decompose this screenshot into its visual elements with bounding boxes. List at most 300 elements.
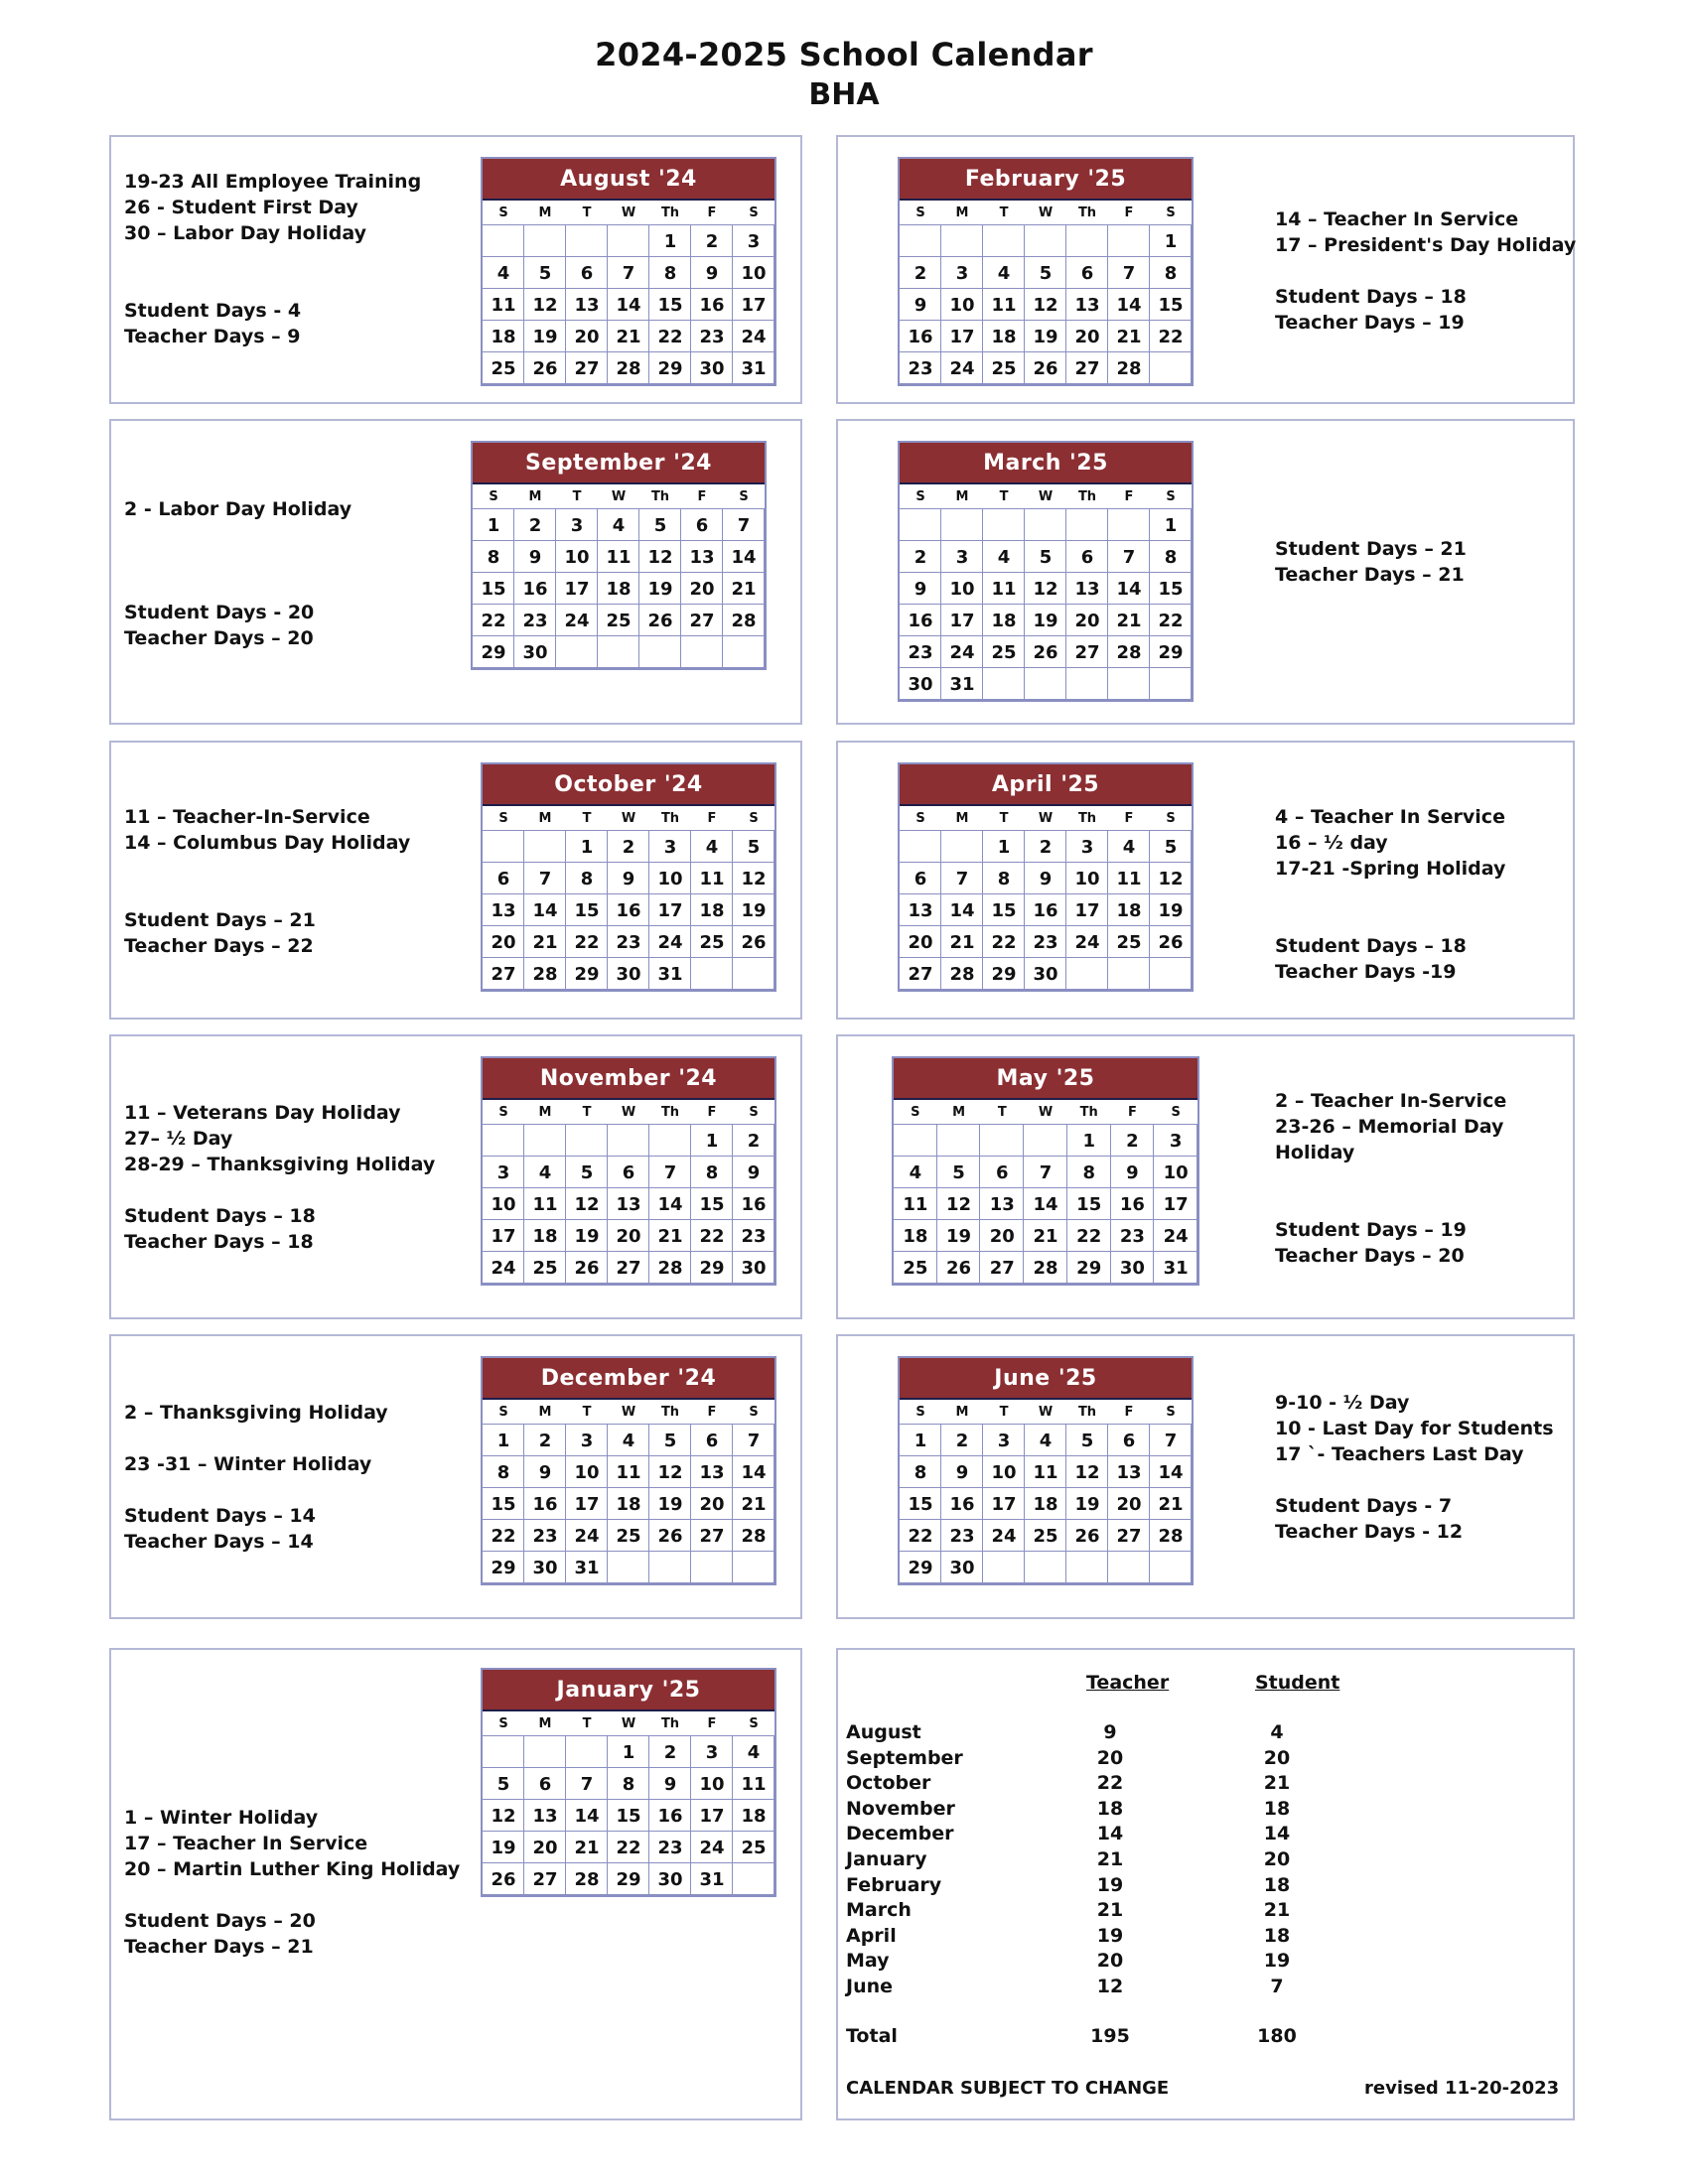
calendar-empty-cell (900, 225, 941, 257)
calendar-day: 6 (681, 509, 723, 541)
weekday-header: W (1025, 484, 1066, 509)
calendar-day: 8 (983, 863, 1025, 894)
calendar-day: 25 (608, 1520, 649, 1552)
calendar-day: 21 (649, 1220, 691, 1252)
calendar-day: 29 (983, 958, 1025, 990)
weekday-header: T (566, 806, 608, 831)
calendar-mar (898, 441, 1194, 702)
calendar-day: 23 (608, 926, 649, 958)
calendar-day: 25 (691, 926, 733, 958)
calendar-empty-cell (1150, 352, 1192, 384)
weekday-header: Th (649, 1100, 691, 1125)
calendar-day: 24 (1066, 926, 1108, 958)
calendar-day: 2 (691, 225, 733, 257)
weekday-header: S (900, 201, 941, 225)
revised-date: revised 11-20-2023 (1364, 2078, 1560, 2099)
calendar-empty-cell (524, 1125, 566, 1157)
weekday-header: M (524, 1711, 566, 1736)
note-line: Teacher Days – 21 (124, 1936, 314, 1958)
calendar-day: 14 (566, 1800, 608, 1832)
calendar-day: 31 (1154, 1252, 1197, 1284)
calendar-day: 14 (649, 1188, 691, 1220)
calendar-day: 6 (566, 257, 608, 289)
calendar-day: 6 (1108, 1425, 1150, 1456)
note-line: 2 - Labor Day Holiday (124, 498, 352, 520)
calendar-day: 19 (1066, 1488, 1108, 1520)
calendar-day: 1 (1067, 1125, 1111, 1157)
month-notes-may (1275, 1088, 1506, 1269)
weekday-header: M (524, 806, 566, 831)
note-line: Student Days – 18 (1275, 286, 1467, 308)
weekday-header: W (608, 1400, 649, 1425)
calendar-day: 4 (524, 1157, 566, 1188)
note-line: Teacher Days – 19 (1275, 312, 1465, 334)
calendar-day: 23 (1025, 926, 1066, 958)
note-line: 14 – Teacher In Service (1275, 208, 1519, 230)
calendar-day: 4 (1025, 1425, 1066, 1456)
note-line: 19-23 All Employee Training (124, 171, 422, 193)
calendar-day: 21 (524, 926, 566, 958)
calendar-day: 16 (524, 1488, 566, 1520)
calendar-day: 24 (566, 1520, 608, 1552)
calendar-day: 3 (566, 1425, 608, 1456)
calendar-day: 13 (1066, 573, 1108, 605)
calendar-day: 8 (1150, 541, 1192, 573)
weekday-header: S (900, 484, 941, 509)
calendar-day: 24 (733, 321, 774, 352)
month-notes-aug (124, 169, 421, 349)
calendar-empty-cell (1108, 958, 1150, 990)
calendar-day: 8 (649, 257, 691, 289)
calendar-day: 17 (983, 1488, 1025, 1520)
weekday-header: S (733, 806, 774, 831)
calendar-empty-cell (894, 1125, 937, 1157)
calendar-empty-cell (723, 636, 765, 668)
calendar-day: 20 (1066, 605, 1108, 636)
weekday-header: Th (649, 806, 691, 831)
summary-row (846, 1721, 1561, 1746)
calendar-day: 13 (608, 1188, 649, 1220)
calendar-day: 7 (941, 863, 983, 894)
note-line: 11 – Veterans Day Holiday (124, 1102, 401, 1124)
calendar-day: 16 (733, 1188, 774, 1220)
calendar-day: 8 (1067, 1157, 1111, 1188)
calendar-day: 6 (483, 863, 524, 894)
calendar-day: 30 (1025, 958, 1066, 990)
weekday-header: T (566, 1400, 608, 1425)
calendar-day: 10 (483, 1188, 524, 1220)
weekday-header: S (733, 1400, 774, 1425)
calendar-day: 30 (733, 1252, 774, 1284)
calendar-empty-cell (556, 636, 598, 668)
calendar-day: 10 (566, 1456, 608, 1488)
calendar-day: 6 (1066, 257, 1108, 289)
note-line: 2 – Teacher In-Service (1275, 1090, 1507, 1112)
calendar-day: 22 (566, 926, 608, 958)
calendar-day: 22 (1150, 321, 1192, 352)
calendar-day: 18 (483, 321, 524, 352)
note-line: 11 – Teacher-In-Service (124, 806, 370, 828)
calendar-day: 29 (649, 352, 691, 384)
calendar-day: 17 (691, 1800, 733, 1832)
note-line: 10 - Last Day for Students (1275, 1418, 1554, 1439)
calendar-empty-cell (937, 1125, 981, 1157)
calendar-day: 26 (1025, 352, 1066, 384)
calendar-empty-cell (483, 225, 524, 257)
calendar-day: 6 (1066, 541, 1108, 573)
calendar-day: 25 (983, 352, 1025, 384)
calendar-day: 28 (1108, 352, 1150, 384)
weekday-header: M (941, 484, 983, 509)
calendar-day: 5 (649, 1425, 691, 1456)
calendar-day: 9 (1025, 863, 1066, 894)
note-line: 9-10 - ½ Day (1275, 1392, 1410, 1414)
weekday-header: F (1108, 484, 1150, 509)
calendar-day: 29 (566, 958, 608, 990)
calendar-day: 26 (483, 1863, 524, 1895)
calendar-oct (481, 762, 776, 992)
calendar-day: 19 (1025, 321, 1066, 352)
calendar-day: 30 (514, 636, 556, 668)
calendar-day: 7 (733, 1425, 774, 1456)
summary-row (846, 1976, 1561, 2000)
calendar-day: 5 (733, 831, 774, 863)
calendar-day: 12 (733, 863, 774, 894)
calendar-day: 2 (1025, 831, 1066, 863)
calendar-empty-cell (1108, 509, 1150, 541)
calendar-day: 30 (900, 668, 941, 700)
calendar-day: 14 (723, 541, 765, 573)
calendar-feb (898, 157, 1194, 386)
calendar-day: 2 (608, 831, 649, 863)
calendar-day: 11 (483, 289, 524, 321)
note-line: 20 – Martin Luther King Holiday (124, 1858, 461, 1880)
summary-teacher-days: 21 (1096, 1848, 1124, 1870)
note-line: 16 – ½ day (1275, 832, 1388, 854)
calendar-day: 2 (514, 509, 556, 541)
weekday-header: Th (1067, 1100, 1111, 1125)
summary-student-days: 7 (1270, 1976, 1284, 1997)
note-line: Student Days - 20 (124, 602, 315, 623)
note-line: Teacher Days – 9 (124, 326, 301, 347)
calendar-day: 18 (1025, 1488, 1066, 1520)
weekday-header: F (1108, 806, 1150, 831)
calendar-day: 11 (1025, 1456, 1066, 1488)
calendar-day: 30 (649, 1863, 691, 1895)
weekday-header: M (524, 1100, 566, 1125)
weekday-header: W (608, 1711, 649, 1736)
calendar-day: 27 (566, 352, 608, 384)
calendar-day: 22 (900, 1520, 941, 1552)
calendar-day: 26 (524, 352, 566, 384)
calendar-day: 30 (608, 958, 649, 990)
weekday-header: F (691, 806, 733, 831)
summary-total-student: 180 (1257, 2025, 1297, 2047)
note-line: Student Days – 21 (124, 909, 316, 931)
calendar-day: 25 (1025, 1520, 1066, 1552)
calendar-day: 14 (1150, 1456, 1192, 1488)
calendar-day: 9 (514, 541, 556, 573)
calendar-day: 1 (1150, 225, 1192, 257)
calendar-day: 14 (733, 1456, 774, 1488)
summary-row (846, 1848, 1561, 1873)
weekday-header: T (566, 1711, 608, 1736)
calendar-day: 18 (1108, 894, 1150, 926)
summary-row (846, 1950, 1561, 1975)
calendar-day: 1 (608, 1736, 649, 1768)
calendar-empty-cell (524, 831, 566, 863)
calendar-day: 25 (983, 636, 1025, 668)
calendar-empty-cell (983, 668, 1025, 700)
summary-teacher-days: 20 (1096, 1746, 1124, 1769)
summary-teacher-days: 20 (1096, 1950, 1124, 1973)
calendar-day: 16 (1111, 1188, 1155, 1220)
calendar-day: 8 (483, 1456, 524, 1488)
calendar-day: 6 (608, 1157, 649, 1188)
calendar-day: 18 (983, 321, 1025, 352)
note-line: 17-21 -Spring Holiday (1275, 858, 1506, 880)
calendar-day: 10 (649, 863, 691, 894)
summary-month: August (846, 1721, 921, 1743)
calendar-day: 31 (691, 1863, 733, 1895)
calendar-day: 27 (1066, 352, 1108, 384)
summary-month: January (846, 1848, 927, 1870)
calendar-day: 3 (649, 831, 691, 863)
calendar-day: 21 (608, 321, 649, 352)
calendar-day: 10 (941, 573, 983, 605)
calendar-day: 10 (733, 257, 774, 289)
calendar-day: 16 (514, 573, 556, 605)
calendar-empty-cell (1066, 958, 1108, 990)
calendar-day: 23 (691, 321, 733, 352)
calendar-day: 15 (1067, 1188, 1111, 1220)
calendar-may (892, 1056, 1199, 1286)
month-notes-sep (124, 496, 352, 651)
summary-row (846, 1823, 1561, 1847)
calendar-day: 19 (639, 573, 681, 605)
calendar-empty-cell (900, 509, 941, 541)
calendar-day: 6 (980, 1157, 1024, 1188)
calendar-empty-cell (983, 1552, 1025, 1583)
calendar-month-title: January '25 (483, 1670, 774, 1711)
calendar-day: 14 (524, 894, 566, 926)
calendar-day: 16 (941, 1488, 983, 1520)
calendar-day: 12 (483, 1800, 524, 1832)
calendar-day: 2 (524, 1425, 566, 1456)
calendar-day: 21 (941, 926, 983, 958)
calendar-day: 5 (566, 1157, 608, 1188)
weekday-header: F (681, 484, 723, 509)
weekday-header: S (1154, 1100, 1197, 1125)
calendar-day: 9 (900, 289, 941, 321)
calendar-day: 9 (900, 573, 941, 605)
calendar-day: 29 (1150, 636, 1192, 668)
summary-student-days: 18 (1263, 1924, 1291, 1947)
weekday-header: S (483, 1711, 524, 1736)
calendar-day: 8 (1150, 257, 1192, 289)
calendar-day: 18 (524, 1220, 566, 1252)
calendar-day: 17 (566, 1488, 608, 1520)
calendar-day: 8 (473, 541, 514, 573)
weekday-header: T (566, 201, 608, 225)
calendar-day: 25 (524, 1252, 566, 1284)
calendar-day: 5 (1066, 1425, 1108, 1456)
calendar-day: 24 (941, 636, 983, 668)
calendar-empty-cell (733, 1863, 774, 1895)
weekday-header: M (524, 1400, 566, 1425)
calendar-day: 7 (524, 863, 566, 894)
calendar-day: 4 (598, 509, 639, 541)
calendar-day: 13 (1108, 1456, 1150, 1488)
calendar-day: 25 (1108, 926, 1150, 958)
calendar-day: 3 (1154, 1125, 1197, 1157)
calendar-day: 14 (1108, 573, 1150, 605)
calendar-empty-cell (941, 225, 983, 257)
calendar-day: 27 (681, 605, 723, 636)
calendar-day: 5 (483, 1768, 524, 1800)
calendar-day: 29 (691, 1252, 733, 1284)
summary-student-days: 19 (1263, 1950, 1291, 1973)
calendar-day: 10 (983, 1456, 1025, 1488)
note-line: 14 – Columbus Day Holiday (124, 832, 411, 854)
summary-teacher-days: 19 (1096, 1873, 1124, 1896)
calendar-day: 19 (524, 321, 566, 352)
calendar-day: 27 (900, 958, 941, 990)
month-notes-jun (1275, 1390, 1554, 1545)
note-line: Holiday (1275, 1142, 1355, 1163)
calendar-day: 20 (1108, 1488, 1150, 1520)
calendar-day: 9 (691, 257, 733, 289)
calendar-month-title: March '25 (900, 443, 1192, 484)
calendar-day: 12 (937, 1188, 981, 1220)
calendar-day: 11 (983, 573, 1025, 605)
calendar-jan (481, 1668, 776, 1897)
calendar-day: 9 (524, 1456, 566, 1488)
calendar-month-title: June '25 (900, 1358, 1192, 1400)
note-line: 26 - Student First Day (124, 197, 358, 218)
calendar-day: 13 (524, 1800, 566, 1832)
calendar-empty-cell (1024, 1125, 1067, 1157)
calendar-day: 22 (1067, 1220, 1111, 1252)
calendar-day: 31 (566, 1552, 608, 1583)
summary-student-days: 4 (1270, 1721, 1284, 1743)
calendar-day: 27 (1108, 1520, 1150, 1552)
summary-row (846, 1798, 1561, 1823)
calendar-day: 8 (608, 1768, 649, 1800)
summary-row (846, 1772, 1561, 1797)
calendar-empty-cell (941, 509, 983, 541)
calendar-empty-cell (1025, 225, 1066, 257)
calendar-empty-cell (649, 1552, 691, 1583)
calendar-day: 22 (473, 605, 514, 636)
note-line: Student Days - 4 (124, 300, 302, 322)
calendar-day: 13 (900, 894, 941, 926)
calendar-day: 7 (1150, 1425, 1192, 1456)
calendar-empty-cell (1025, 668, 1066, 700)
weekday-header: M (941, 201, 983, 225)
calendar-empty-cell (681, 636, 723, 668)
calendar-day: 28 (608, 352, 649, 384)
calendar-day: 24 (483, 1252, 524, 1284)
calendar-day: 20 (566, 321, 608, 352)
weekday-header: T (983, 201, 1025, 225)
calendar-dec (481, 1356, 776, 1585)
calendar-day: 18 (598, 573, 639, 605)
page-title: 2024-2025 School Calendar (595, 36, 1093, 73)
calendar-empty-cell (566, 1125, 608, 1157)
calendar-day: 12 (524, 289, 566, 321)
calendar-day: 1 (566, 831, 608, 863)
calendar-day: 2 (900, 541, 941, 573)
calendar-empty-cell (483, 831, 524, 863)
calendar-day: 19 (1150, 894, 1192, 926)
calendar-empty-cell (483, 1736, 524, 1768)
calendar-day: 29 (483, 1552, 524, 1583)
calendar-empty-cell (1025, 1552, 1066, 1583)
weekday-header: S (1150, 1400, 1192, 1425)
weekday-header: Th (1066, 201, 1108, 225)
weekday-header: S (483, 806, 524, 831)
note-line: 27– ½ Day (124, 1128, 233, 1150)
calendar-day: 27 (483, 958, 524, 990)
calendar-empty-cell (483, 1125, 524, 1157)
weekday-header: M (941, 1400, 983, 1425)
calendar-day: 13 (1066, 289, 1108, 321)
calendar-month-title: February '25 (900, 159, 1192, 201)
calendar-empty-cell (1150, 1552, 1192, 1583)
calendar-day: 10 (1154, 1157, 1197, 1188)
calendar-day: 3 (941, 257, 983, 289)
calendar-day: 21 (723, 573, 765, 605)
calendar-day: 20 (1066, 321, 1108, 352)
month-notes-nov (124, 1100, 435, 1255)
calendar-day: 21 (1108, 605, 1150, 636)
summary-student-days: 20 (1263, 1746, 1291, 1769)
weekday-header: Th (1066, 484, 1108, 509)
calendar-day: 4 (894, 1157, 937, 1188)
calendar-day: 29 (608, 1863, 649, 1895)
note-line: Teacher Days – 18 (124, 1231, 314, 1253)
calendar-day: 21 (566, 1832, 608, 1863)
note-line: Student Days – 18 (1275, 935, 1467, 957)
calendar-day: 12 (566, 1188, 608, 1220)
calendar-day: 10 (691, 1768, 733, 1800)
summary-teacher-days: 21 (1096, 1899, 1124, 1922)
calendar-day: 23 (649, 1832, 691, 1863)
summary-student-days: 14 (1263, 1823, 1291, 1845)
calendar-day: 23 (900, 352, 941, 384)
calendar-empty-cell (524, 1736, 566, 1768)
summary-teacher-days: 18 (1096, 1797, 1124, 1820)
summary-month: March (846, 1899, 912, 1922)
summary-teacher-days: 9 (1103, 1721, 1117, 1743)
calendar-day: 3 (483, 1157, 524, 1188)
summary-student-days: 18 (1263, 1797, 1291, 1820)
calendar-day: 15 (983, 894, 1025, 926)
calendar-day: 4 (691, 831, 733, 863)
calendar-day: 18 (894, 1220, 937, 1252)
calendar-day: 28 (566, 1863, 608, 1895)
calendar-day: 30 (941, 1552, 983, 1583)
calendar-day: 20 (980, 1220, 1024, 1252)
weekday-header: F (1108, 201, 1150, 225)
calendar-day: 5 (1150, 831, 1192, 863)
note-line: 4 – Teacher In Service (1275, 806, 1505, 828)
calendar-disclaimer: CALENDAR SUBJECT TO CHANGE (846, 2078, 1170, 2099)
calendar-day: 2 (941, 1425, 983, 1456)
calendar-jun (898, 1356, 1194, 1585)
calendar-day: 31 (941, 668, 983, 700)
